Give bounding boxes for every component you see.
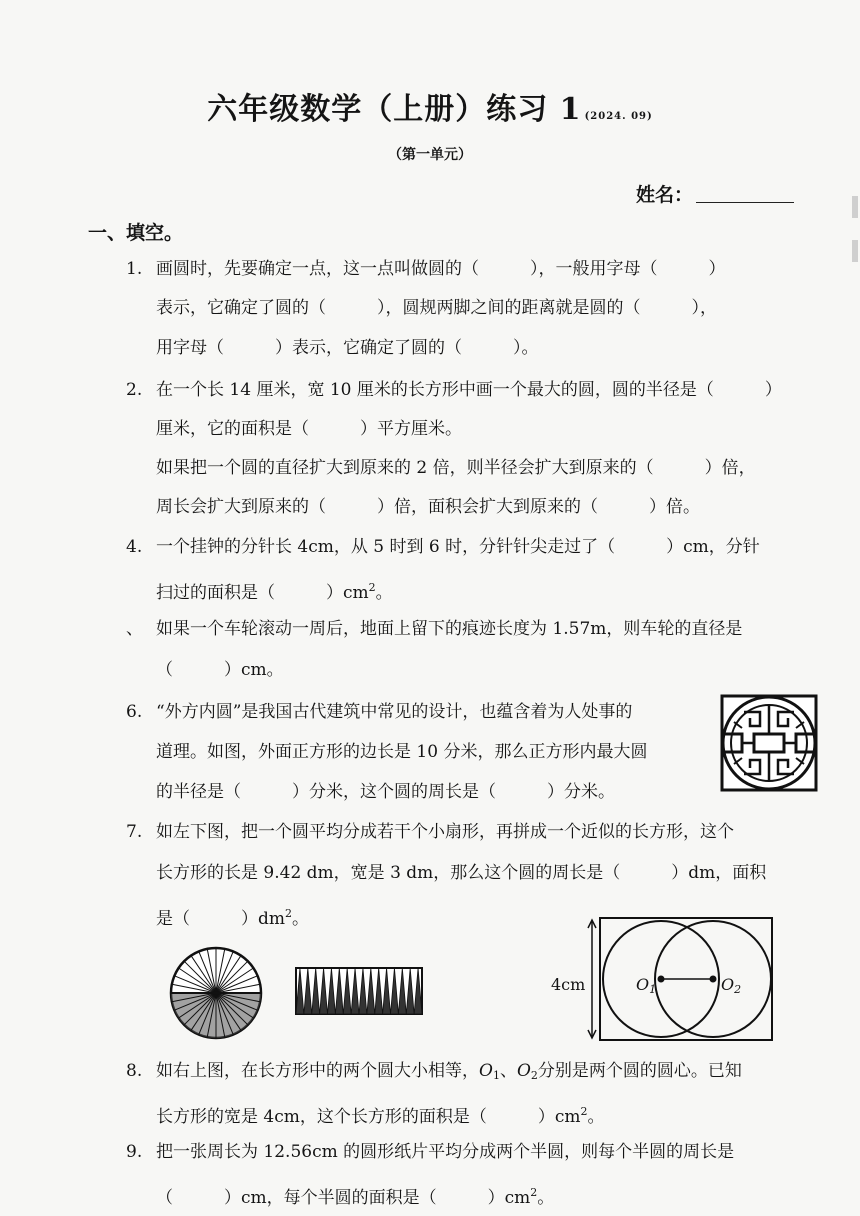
o-letter: O — [516, 1061, 531, 1081]
name-label: 姓名： — [636, 184, 694, 206]
page-edge-mark — [852, 240, 858, 262]
question-2-line-1: 在一个长 14 厘米，宽 10 厘米的长方形中画一个最大的圆，圆的半径是（ ） — [156, 380, 782, 400]
superscript: 2 — [368, 581, 376, 594]
question-1-line-3: 用字母（ ）表示，它确定了圆的（ ）。 — [156, 338, 539, 358]
title-text: 六年级数学（上册）练习 1 — [207, 92, 582, 127]
superscript: 2 — [580, 1105, 588, 1118]
q7-text: 是（ ）dm — [156, 909, 286, 929]
width-label: 4cm — [551, 975, 586, 994]
superscript: 2 — [530, 1186, 538, 1199]
o-letter: O — [479, 1061, 493, 1081]
question-8-line-2 — [156, 1101, 605, 1128]
sector-circle-figure — [168, 945, 264, 1041]
question-6-line-3: 的半径是（ ）分米，这个圆的周长是（ ）分米。 — [156, 782, 615, 802]
question-9-line-1: 把一张周长为 12.56cm 的圆形纸片平均分成两个半圆，则每个半圆的周长是 — [156, 1142, 735, 1162]
question-number: 9. — [126, 1142, 143, 1162]
q4-end: 。 — [375, 583, 393, 603]
center-o1-label — [636, 974, 656, 1001]
question-8-line-1 — [156, 1060, 742, 1087]
q7-end: 。 — [292, 909, 310, 929]
section-heading: 一、填空。 — [88, 222, 184, 244]
q8-end: 。 — [587, 1107, 605, 1127]
question-5-line-1: 如果一个车轮滚动一周后，地面上留下的痕迹长度为 1.57m，则车轮的直径是 — [156, 619, 743, 639]
o-letter: O — [721, 975, 735, 994]
question-3-line-1: 如果把一个圆的直径扩大到原来的 2 倍，则半径会扩大到原来的（ ）倍， — [156, 458, 756, 478]
question-number: 2. — [126, 380, 143, 400]
page-edge-mark — [852, 196, 858, 218]
q4-text: 扫过的面积是（ ）cm — [156, 583, 369, 603]
question-number: 4. — [126, 537, 143, 557]
unit-label: （第一单元） — [388, 147, 472, 163]
question-7-line-1: 如左下图，把一个圆平均分成若干个小扇形，再拼成一个近似的长方形，这个 — [156, 822, 734, 842]
page-title — [0, 84, 860, 128]
question-number: 1. — [126, 259, 143, 279]
q8-text: 长方形的宽是 4cm，这个长方形的面积是（ ）cm — [156, 1107, 581, 1127]
question-6-line-2: 道理。如图，外面正方形的边长是 10 分米，那么正方形内最大圆 — [156, 742, 648, 762]
subscript: 1 — [492, 1069, 500, 1082]
subscript: 1 — [649, 983, 657, 996]
question-5-line-2: （ ）cm。 — [156, 660, 284, 680]
square-circle-pattern-figure — [720, 694, 818, 792]
separator: 、 — [499, 1061, 517, 1081]
rearranged-rectangle-figure — [294, 965, 424, 1017]
question-1-line-2: 表示，它确定了圆的（ ），圆规两脚之间的距离就是圆的（ ）， — [156, 298, 717, 318]
question-2-line-2: 厘米，它的面积是（ ）平方厘米。 — [156, 419, 462, 439]
q8-text-end: 分别是两个圆的圆心。已知 — [537, 1061, 742, 1081]
question-4-line-1: 一个挂钟的分针长 4cm，从 5 时到 6 时，分针针尖走过了（ ）cm，分针 — [156, 537, 760, 557]
title-date: (2024. 09) — [584, 111, 653, 122]
question-7-line-2: 长方形的长是 9.42 dm，宽是 3 dm，那么这个圆的周长是（ ）dm，面积 — [156, 863, 767, 883]
question-number: 6. — [126, 702, 143, 722]
o-letter: O — [636, 975, 650, 994]
question-3-line-2: 周长会扩大到原来的（ ）倍，面积会扩大到原来的（ ）倍。 — [156, 497, 700, 517]
q9-end: 。 — [537, 1188, 555, 1208]
question-4-line-2 — [156, 577, 393, 604]
question-number: 、 — [126, 619, 143, 639]
question-1-line-1: 画圆时，先要确定一点，这一点叫做圆的（ ），一般用字母（ ） — [156, 259, 726, 279]
q9-text: （ ）cm，每个半圆的面积是（ ）cm — [156, 1188, 531, 1208]
question-number: 8. — [126, 1061, 143, 1081]
subscript: 2 — [530, 1069, 538, 1082]
superscript: 2 — [285, 907, 293, 920]
subscript: 2 — [734, 983, 742, 996]
question-number: 7. — [126, 822, 143, 842]
center-o2-label — [721, 974, 741, 1001]
question-7-line-3 — [156, 903, 309, 930]
name-blank[interactable] — [696, 202, 794, 203]
q8-text: 如右上图，在长方形中的两个圆大小相等， — [156, 1061, 479, 1081]
question-9-line-2 — [156, 1182, 554, 1209]
question-6-line-1: “外方内圆”是我国古代建筑中常见的设计，也蕴含着为人处事的 — [156, 702, 633, 722]
